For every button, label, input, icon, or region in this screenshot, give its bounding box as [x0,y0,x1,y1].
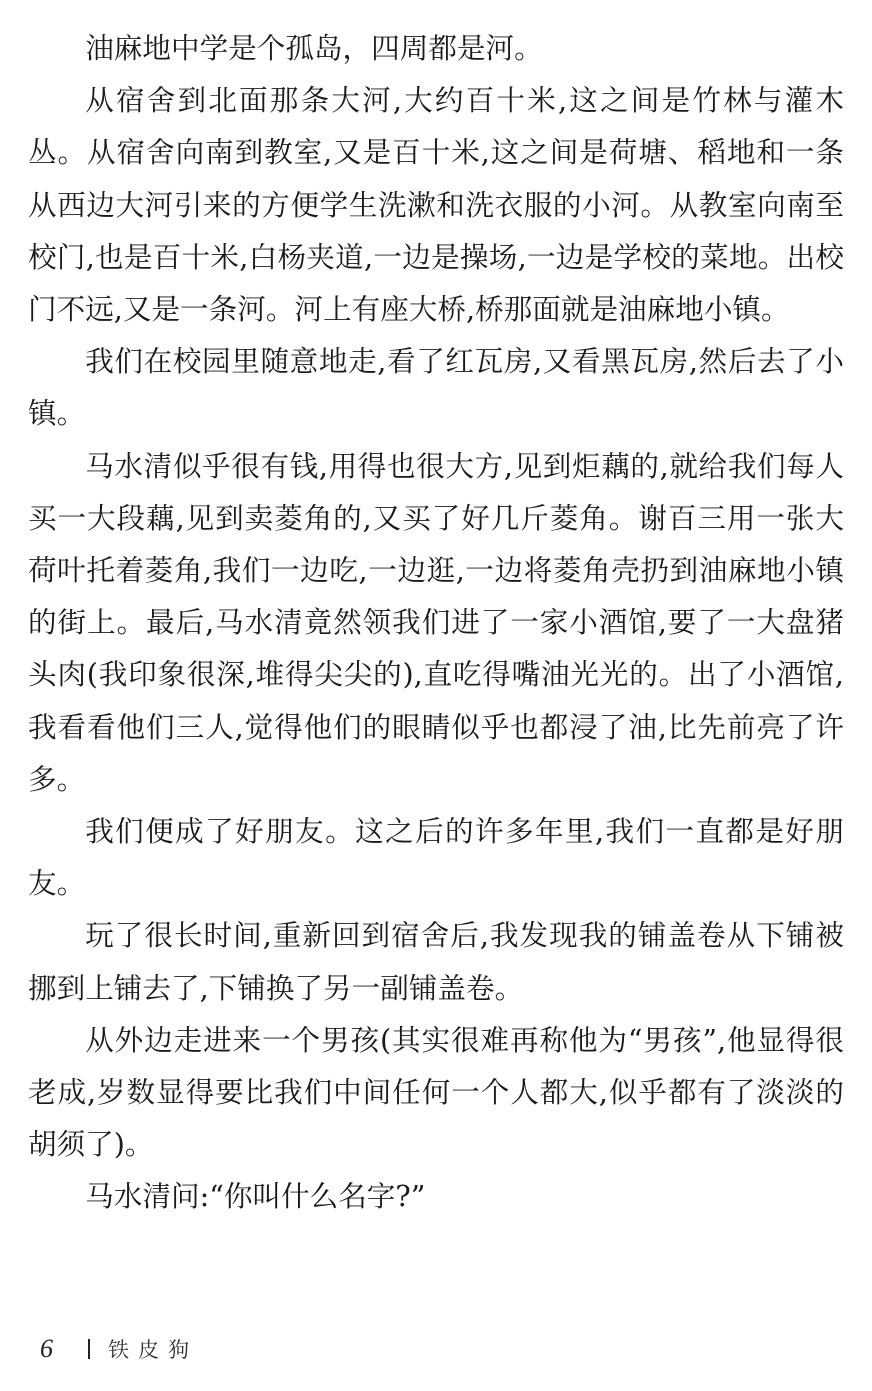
paragraph: 马水清似乎很有钱,用得也很大方,见到炬藕的,就给我们每人买一大段藕,见到卖菱角的,又买了好几斤菱角。谢百三用一张大荷叶托着菱角,我们一边吃,一边逛,一边将菱角壳扔到油麻地小镇的街上。最后,马水清竟然领我们进了一家小酒馆,要了一大盘猪头肉(我印象很深,堆得尖尖的),直吃得嘴油光光的。出了小酒馆,我看看他们三人,觉得他们的眼睛似乎也都浸了油,比先前亮了许多。 [28,448,844,796]
book-title: 铁皮狗 [108,1338,198,1362]
page-number: 6 [40,1334,53,1363]
paragraph: 从外边走进来一个男孩(其实很难再称他为“男孩”,他显得很老成,岁数显得要比我们中间任何一个人都大,似乎都有了淡淡的胡须了)。 [28,1022,844,1162]
paragraph: 我们在校园里随意地走,看了红瓦房,又看黑瓦房,然后去了小镇。 [28,344,844,431]
paragraph: 从宿舍到北面那条大河,大约百十米,这之间是竹林与灌木丛。从宿舍向南到教室,又是百十米,这之间是荷塘、稻地和一条从西边大河引来的方便学生洗漱和洗衣服的小河。从教室向南至校门,也是百十米,白杨夹道,一边是操场,一边是学校的菜地。出校门不远,又是一条河。河上有座大桥,桥那面就是油麻地小镇。 [28,83,844,327]
paragraph: 玩了很长时间,重新回到宿舍后,我发现我的铺盖卷从下铺被挪到上铺去了,下铺换了另一副铺盖卷。 [28,918,844,1005]
paragraph: 我们便成了好朋友。这之后的许多年里,我们一直都是好朋友。 [28,814,844,901]
page-footer [40,1334,198,1364]
footer-divider [88,1339,90,1359]
page-body [28,22,844,1223]
paragraph: 油麻地中学是个孤岛，四周都是河。 [85,31,543,65]
paragraph: 马水清问:“你叫什么名字?” [85,1179,426,1214]
